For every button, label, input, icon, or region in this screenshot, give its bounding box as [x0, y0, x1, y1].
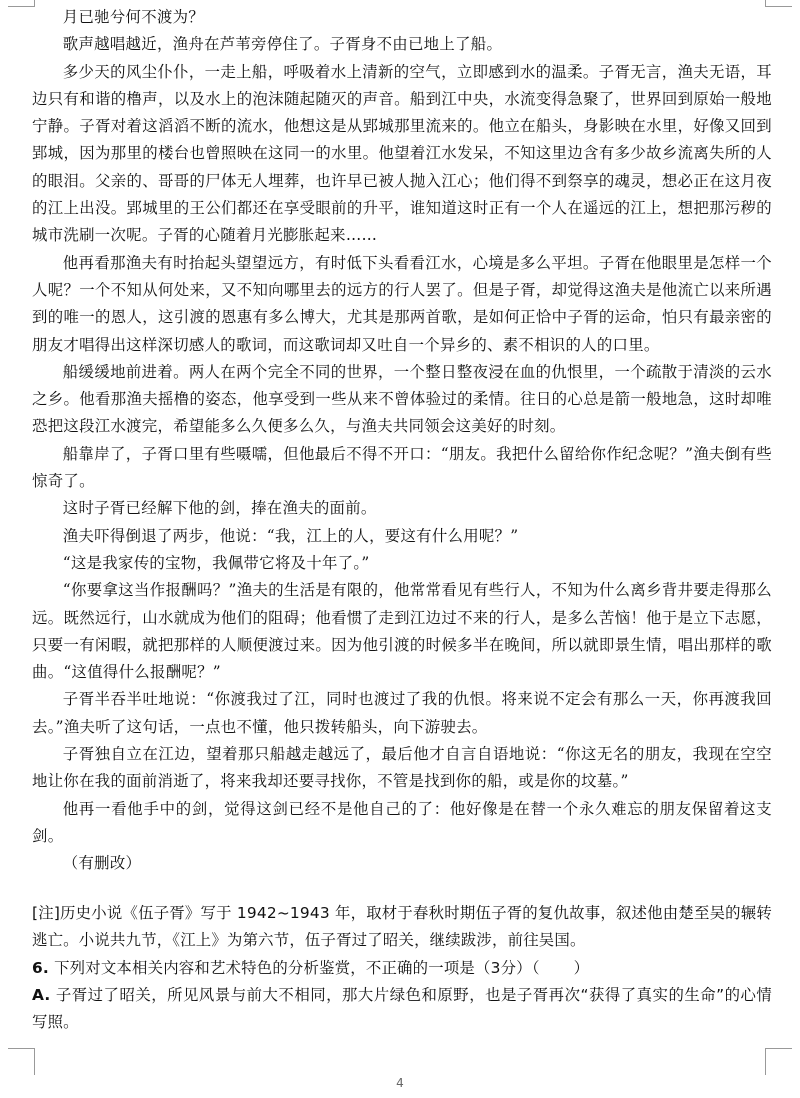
- option-a: [32, 982, 772, 1037]
- crop-mark-bottom-right: [765, 1048, 792, 1075]
- story-paragraph: 这时子胥已经解下他的剑，捧在渔夫的面前。: [62, 499, 377, 518]
- option-letter: A.: [32, 985, 51, 1004]
- adaptation-credit: （有删改）: [62, 854, 142, 873]
- story-paragraph: 他再一看他手中的剑，觉得这剑已经不是他自己的了：他好像是在替一个永久难忘的朋友保留着这支剑。: [32, 799, 772, 845]
- question-number: 6.: [32, 958, 49, 977]
- story-paragraph: 渔夫吓得倒退了两步，他说：“我，江上的人，要这有什么用呢？”: [62, 526, 519, 545]
- story-paragraph: 月已驰兮何不渡为？: [62, 8, 205, 26]
- page-number: 4: [396, 1076, 404, 1090]
- story-paragraph: 他再看那渔夫有时抬起头望望远方，有时低下头看看江水，心境是多么平坦。子胥在他眼里是怎样一个人呢？一个不知从何处来，又不知向哪里去的远方的行人罢了。但是子胥，却觉得这渔夫是他流亡以来所遇到的唯一的恩人，这引渡的恩惠有多么博大，尤其是那两首歌，是如何正恰中子胥的运命，怕只有最亲密的朋友才唱得出这样深切感人的歌词，而这歌词却又吐自一个异乡的、素不相识的人的口里。: [32, 253, 772, 354]
- question-stem-close: ）: [573, 958, 590, 977]
- question-stem: 下列对文本相关内容和艺术特色的分析鉴赏，不正确的一项是（3分）（: [54, 958, 540, 977]
- story-paragraph: 船靠岸了，子胥口里有些嗫嚅，但他最后不得不开口：“朋友。我把什么留给你作纪念呢？”渔夫倒有些惊奇了。: [32, 444, 772, 491]
- crop-mark-bottom-left: [8, 1048, 35, 1075]
- story-paragraph: 子胥半吞半吐地说：“你渡我过了江，同时也渡过了我的仇恨。将来说不定会有那么一天，你再渡我回去。”渔夫听了这句话，一点也不懂，他只拨转船头，向下游驶去。: [32, 690, 772, 736]
- story-paragraph: 子胥独自立在江边，望着那只船越走越远了，最后他才自言自语地说：“你这无名的朋友，我现在空空地让你在我的面前消逝了，将来我却还要寻找你，不管是找到你的船，或是你的坟墓。”: [32, 745, 772, 791]
- story-text: [32, 4, 772, 878]
- option-text: 子胥过了昭关，所见风景与前大不相同，那大片绿色和原野，也是子胥再次“获得了真实的生命”的心情写照。: [32, 985, 772, 1032]
- story-paragraph: 船缓缓地前进着。两人在两个完全不同的世界，一个整日整夜浸在血的仇恨里，一个疏散于清淡的云水之乡。他看那渔夫摇橹的姿态，他享受到一些从来不曾体验过的柔情。往日的心总是箭一般地急，这时却唯恐把这段江水渡完，希望能多么久便多么久，与渔夫共同领会这美好的时刻。: [32, 362, 772, 436]
- annotation-note: [注]历史小说《伍子胥》写于 1942~1943 年，取材于春秋时期伍子胥的复仇故事，叙述他由楚至吴的辗转逃亡。小说共九节，《江上》为第六节，伍子胥过了昭关，继续跋涉，前往吴国。: [32, 904, 772, 950]
- crop-mark-top-left: [8, 0, 35, 7]
- story-paragraph: “这是我家传的宝物，我佩带它将及十年了。”: [62, 553, 370, 572]
- story-paragraph: 多少天的风尘仆仆，一走上船，呼吸着水上清新的空气，立即感到水的温柔。子胥无言，渔夫无语，耳边只有和谐的橹声，以及水上的泡沫随起随灭的声音。船到江中央，水流变得急聚了，世界回到原始一般地宁静。子胥对着这滔滔不断的流水，他想这是从郢城那里流来的。他立在船头，身影映在水里，好像又回到郢城，因为那里的楼台也曾照映在这同一的水里。他望着江水发呆，不知这里边含有多少故乡流离失所的人的眼泪。父亲的、哥哥的尸体无人埋葬，也许早已被人抛入江心；他们得不到祭享的魂灵，想必正在这月夜的江上出没。郢城里的王公们都还在享受眼前的升平，谁知道这时正有一个人在遥远的江上，想把那污秽的城市洗刷一次呢。子胥的心随着月光膨胀起来……: [32, 62, 772, 245]
- question-6: [32, 955, 772, 982]
- notes-and-questions: [32, 900, 772, 1036]
- story-paragraph: “你要拿这当作报酬吗？”渔夫的生活是有限的，他常常看见有些行人，不知为什么离乡背井要走得那么远。既然远行，山水就成为他们的阻碍；他看惯了走到江边过不来的行人，是多么苦恼！他于是立下志愿，只要一有闲暇，就把那样的人顺便渡过来。因为他引渡的时候多半在晚间，所以就即景生情，唱出那样的歌曲。“这值得什么报酬呢？”: [32, 581, 772, 682]
- story-paragraph: 歌声越唱越近，渔舟在芦苇旁停住了。子胥身不由已地上了船。: [62, 35, 503, 54]
